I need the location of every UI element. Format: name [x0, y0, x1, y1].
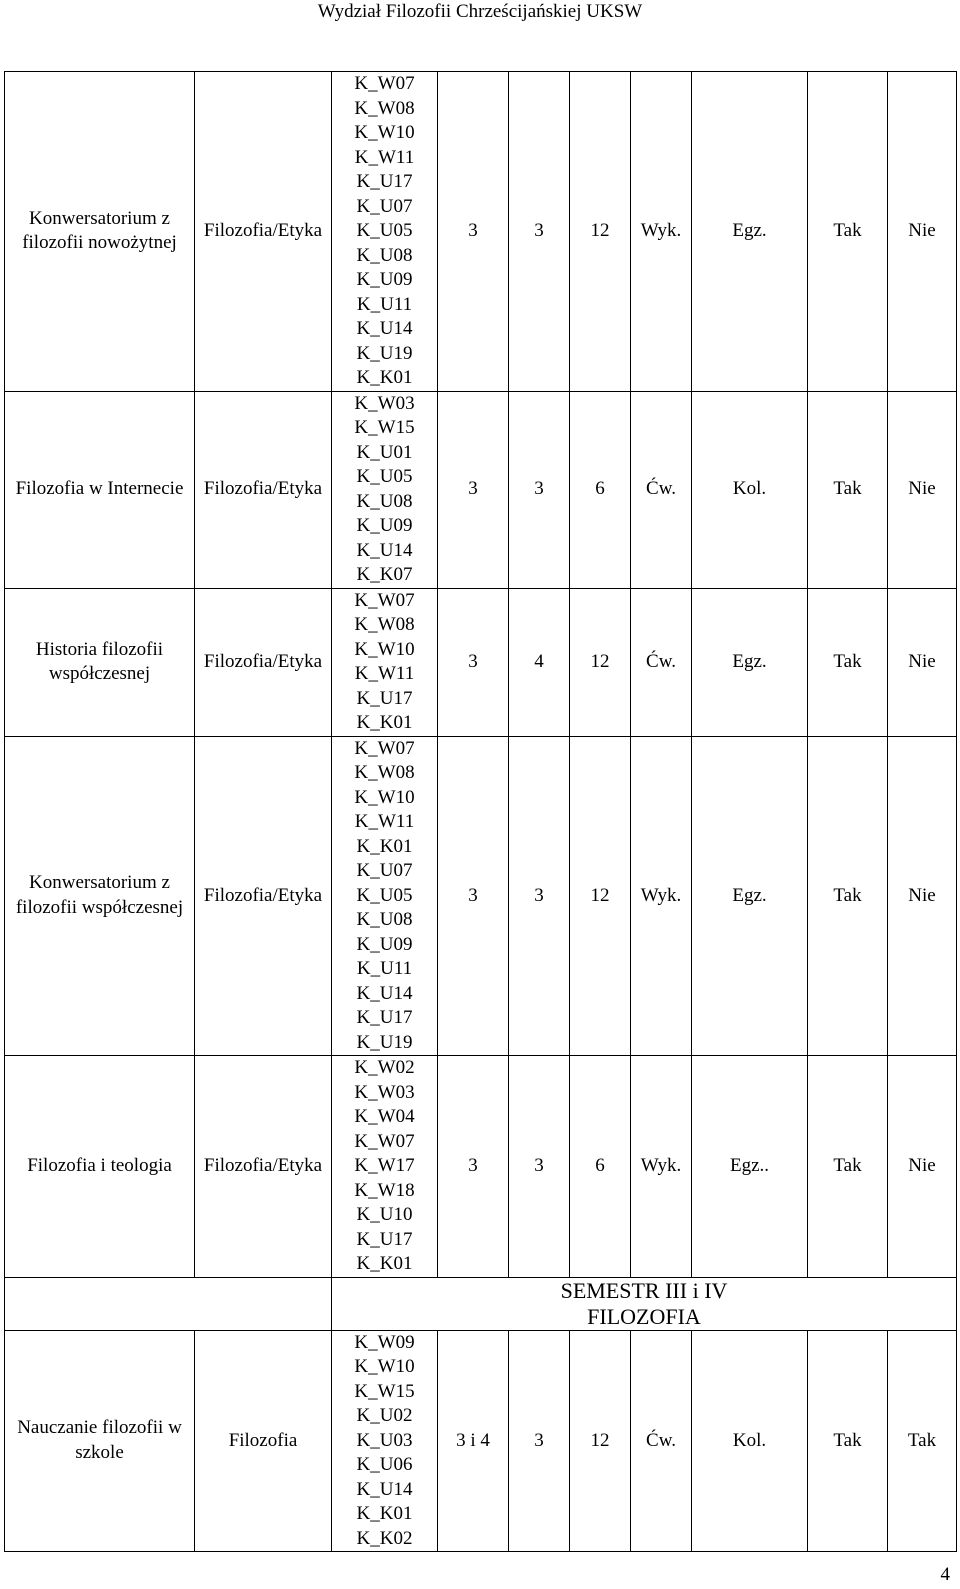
outcome-code: K_W15	[354, 417, 415, 438]
outcome-code: K_U08	[356, 244, 413, 266]
outcome-code: K_U03	[356, 1429, 413, 1451]
page-number: 4	[940, 1564, 950, 1585]
outcome-code: K_W10	[354, 122, 415, 143]
outcome-code: K_U17	[356, 1228, 413, 1250]
outcome-code: K_U17	[356, 1007, 413, 1028]
column-1-cell: 3	[438, 736, 509, 1056]
course-name-cell: Historia filozofii współczesnej	[5, 588, 195, 736]
table-body-before	[5, 72, 957, 1278]
table-row	[5, 72, 957, 392]
column-7-cell: Tak	[808, 1056, 888, 1278]
assessment-cell: Kol.	[692, 1330, 808, 1552]
learning-outcomes-cell	[332, 72, 438, 392]
assessment-cell: Egz.	[692, 72, 808, 392]
outcome-code: K_W11	[354, 663, 415, 684]
outcome-code: K_U11	[356, 958, 413, 979]
outcome-code: K_W17	[354, 1155, 415, 1176]
outcome-code: K_W08	[354, 614, 415, 635]
course-field-cell: Filozofia/Etyka	[195, 736, 332, 1056]
outcome-code: K_W07	[354, 737, 415, 759]
table-row	[5, 1330, 957, 1552]
outcome-code: K_U19	[356, 342, 413, 364]
column-1-cell: 3 i 4	[438, 1330, 509, 1552]
outcome-code: K_U05	[356, 220, 413, 241]
outcome-code: K_U09	[356, 515, 413, 536]
course-field-cell: Filozofia/Etyka	[195, 391, 332, 588]
outcome-code: K_U08	[356, 490, 413, 512]
column-2-cell: 3	[509, 391, 570, 588]
outcome-code: K_K01	[356, 712, 413, 733]
outcome-code: K_U09	[356, 269, 413, 290]
outcome-code: K_U14	[356, 1478, 413, 1500]
form-cell: Ćw.	[631, 588, 692, 736]
outcome-code: K_W18	[354, 1179, 415, 1201]
form-cell: Ćw.	[631, 1330, 692, 1552]
section-title: SEMESTR III i IV	[560, 1277, 728, 1303]
outcome-code: K_U07	[356, 860, 413, 881]
column-1-cell: 3	[438, 588, 509, 736]
learning-outcomes-cell	[332, 391, 438, 588]
column-2-cell: 3	[509, 1330, 570, 1552]
column-2-cell: 3	[509, 736, 570, 1056]
section-body	[5, 1277, 957, 1330]
outcome-code: K_W10	[354, 1356, 415, 1377]
outcome-code: K_W08	[354, 762, 415, 783]
courses-table	[4, 71, 957, 1552]
table-body-after	[5, 1330, 957, 1552]
outcome-code: K_W09	[354, 1331, 415, 1353]
section-heading	[332, 1277, 957, 1330]
outcome-code: K_W07	[354, 73, 415, 94]
column-8-cell: Tak	[888, 1330, 957, 1552]
outcome-code: K_W08	[354, 97, 415, 119]
course-field-cell: Filozofia/Etyka	[195, 1056, 332, 1278]
course-name-cell: Filozofia w Internecie	[5, 391, 195, 588]
column-7-cell: Tak	[808, 736, 888, 1056]
outcome-code: K_W07	[354, 1130, 415, 1152]
column-1-cell: 3	[438, 391, 509, 588]
section-subtitle: FILOZOFIA	[587, 1303, 701, 1329]
table-row	[5, 391, 957, 588]
column-7-cell: Tak	[808, 1330, 888, 1552]
column-7-cell: Tak	[808, 588, 888, 736]
hours-cell: 12	[570, 588, 631, 736]
assessment-cell: Kol.	[692, 391, 808, 588]
form-cell: Ćw.	[631, 391, 692, 588]
outcome-code: K_U14	[356, 982, 413, 1004]
course-field-cell: Filozofia	[195, 1330, 332, 1552]
column-7-cell: Tak	[808, 391, 888, 588]
outcome-code: K_K01	[356, 835, 413, 857]
form-cell: Wyk.	[631, 1056, 692, 1278]
hours-cell: 12	[570, 72, 631, 392]
outcome-code: K_U05	[356, 466, 413, 487]
outcome-code: K_W07	[354, 589, 415, 611]
outcome-code: K_K07	[356, 564, 413, 585]
section-empty-cell	[5, 1277, 332, 1330]
learning-outcomes-cell	[332, 1330, 438, 1552]
column-2-cell: 3	[509, 1056, 570, 1278]
outcome-code: K_U06	[356, 1454, 413, 1475]
outcome-code: K_W04	[354, 1106, 415, 1127]
outcome-code: K_W15	[354, 1380, 415, 1402]
outcome-code: K_K01	[356, 367, 413, 388]
outcome-code: K_W11	[354, 146, 415, 168]
outcome-code: K_U14	[356, 318, 413, 339]
column-8-cell: Nie	[888, 1056, 957, 1278]
course-field-cell: Filozofia/Etyka	[195, 72, 332, 392]
column-8-cell: Nie	[888, 588, 957, 736]
table-row	[5, 588, 957, 736]
form-cell: Wyk.	[631, 72, 692, 392]
column-8-cell: Nie	[888, 736, 957, 1056]
column-8-cell: Nie	[888, 72, 957, 392]
outcome-code: K_U08	[356, 909, 413, 930]
outcome-code: K_K01	[356, 1253, 413, 1274]
hours-cell: 6	[570, 1056, 631, 1278]
learning-outcomes-cell	[332, 588, 438, 736]
column-8-cell: Nie	[888, 391, 957, 588]
form-cell: Wyk.	[631, 736, 692, 1056]
outcome-code: K_W10	[354, 786, 415, 808]
column-1-cell: 3	[438, 72, 509, 392]
learning-outcomes-cell	[332, 1056, 438, 1278]
outcome-code: K_U02	[356, 1405, 413, 1426]
outcome-code: K_U05	[356, 884, 413, 906]
outcome-code: K_U07	[356, 195, 413, 217]
outcome-code: K_U11	[356, 293, 413, 315]
column-1-cell: 3	[438, 1056, 509, 1278]
column-2-cell: 4	[509, 588, 570, 736]
course-name-cell: Filozofia i teologia	[5, 1056, 195, 1278]
hours-cell: 12	[570, 1330, 631, 1552]
course-name-cell: Konwersatorium z filozofii współczesnej	[5, 736, 195, 1056]
table-row	[5, 1056, 957, 1278]
course-field-cell: Filozofia/Etyka	[195, 588, 332, 736]
learning-outcomes-cell	[332, 736, 438, 1056]
assessment-cell: Egz..	[692, 1056, 808, 1278]
outcome-code: K_W03	[354, 1081, 415, 1103]
hours-cell: 12	[570, 736, 631, 1056]
outcome-code: K_U09	[356, 933, 413, 955]
outcome-code: K_U14	[356, 539, 413, 561]
outcome-code: K_U01	[356, 441, 413, 463]
outcome-code: K_U19	[356, 1031, 413, 1053]
page-header: Wydział Filozofii Chrześcijańskiej UKSW	[317, 1, 643, 22]
outcome-code: K_U10	[356, 1204, 413, 1225]
outcome-code: K_W11	[354, 811, 415, 832]
outcome-code: K_W10	[354, 638, 415, 660]
hours-cell: 6	[570, 391, 631, 588]
column-7-cell: Tak	[808, 72, 888, 392]
course-name-cell: Nauczanie filozofii w szkole	[5, 1330, 195, 1552]
column-2-cell: 3	[509, 72, 570, 392]
assessment-cell: Egz.	[692, 736, 808, 1056]
assessment-cell: Egz.	[692, 588, 808, 736]
outcome-code: K_W03	[354, 392, 415, 414]
outcome-code: K_K01	[356, 1503, 413, 1524]
outcome-code: K_U17	[356, 687, 413, 709]
outcome-code: K_W02	[354, 1057, 415, 1078]
outcome-code: K_K02	[356, 1527, 413, 1549]
section-row	[5, 1277, 957, 1330]
outcome-code: K_U17	[356, 171, 413, 192]
course-name-cell: Konwersatorium z filozofii nowożytnej	[5, 72, 195, 392]
table-row	[5, 736, 957, 1056]
